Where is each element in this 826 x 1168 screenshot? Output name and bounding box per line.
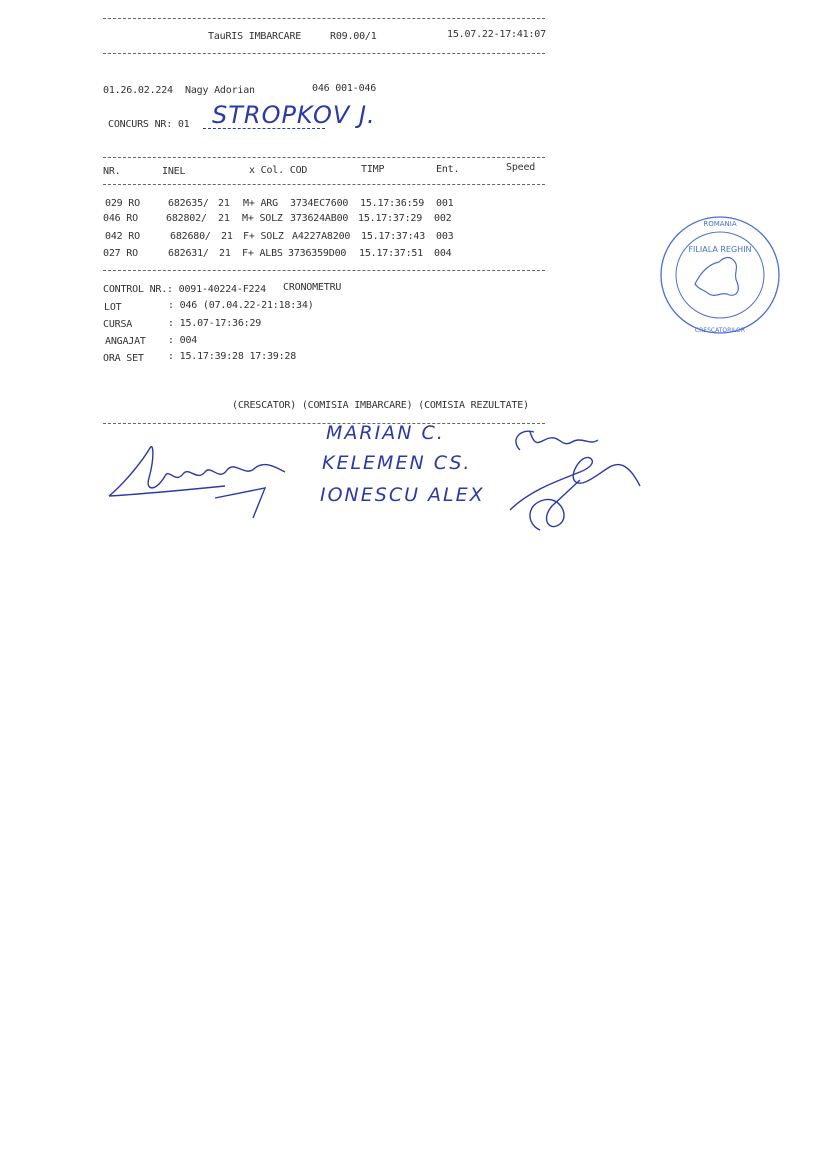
- svg-text:FILIALA REGHIN: FILIALA REGHIN: [688, 245, 752, 254]
- field-label: ANGAJAT: [105, 336, 146, 347]
- col-ent: Ent.: [436, 164, 460, 175]
- table-row: [0, 198, 826, 212]
- cell-timp: 15.17:36:59: [360, 198, 425, 209]
- field-label: LOT: [104, 302, 122, 313]
- signature-roles: (CRESCATOR) (COMISIA IMBARCARE) (COMISIA REZULTATE): [232, 400, 529, 411]
- field-value: : 15.07-17:36:29: [168, 318, 262, 329]
- cell-timp: 15.17:37:51: [359, 248, 424, 259]
- owner-range: 046 001-046: [312, 83, 377, 94]
- svg-text:ROMANIA: ROMANIA: [703, 220, 737, 228]
- cell-ent: 004: [434, 248, 452, 259]
- col-inel: INEL: [162, 166, 186, 177]
- header-rule: [103, 53, 545, 54]
- cell-cod: 3736359D00: [288, 248, 347, 259]
- cell-inel: 682802/: [166, 213, 207, 224]
- commission-name: MARIAN C.: [326, 422, 445, 444]
- handwritten-underline: [203, 128, 325, 129]
- table-bottom-rule: [103, 270, 545, 271]
- printed-timestamp: 15.07.22-17:41:07: [447, 29, 546, 40]
- cell-cod: 3734EC7600: [290, 198, 349, 209]
- control-number: CONTROL NR.: 0091-40224-F224: [103, 284, 266, 295]
- cell-sex-color: F+ SOLZ: [243, 231, 284, 242]
- field-label: CURSA: [103, 319, 133, 330]
- cell-ent: 003: [436, 231, 454, 242]
- system-title: TauRIS IMBARCARE: [208, 31, 302, 42]
- table-top-rule: [103, 157, 545, 158]
- col-nr: NR.: [103, 166, 121, 177]
- owner-code: 01.26.02.224: [103, 85, 173, 96]
- cell-cod: 373624AB00: [290, 213, 349, 224]
- cell-ent: 001: [436, 198, 454, 209]
- col-col-cod: x Col. COD: [249, 165, 308, 176]
- cell-sex-color: M+ ARG: [243, 198, 278, 209]
- cell-inel: 682680/: [170, 231, 211, 242]
- cell-year: 21: [219, 248, 231, 259]
- commission-signature: [500, 420, 650, 535]
- cell-nr: 027 RO: [103, 248, 138, 259]
- svg-text:CRESCATORILOR: CRESCATORILOR: [694, 327, 746, 334]
- commission-name: KELEMEN CS.: [322, 452, 472, 474]
- cell-cod: A4227A8200: [292, 231, 351, 242]
- cell-nr: 046 RO: [103, 213, 138, 224]
- cell-inel: 682635/: [168, 198, 209, 209]
- organization-stamp: [655, 212, 787, 338]
- table-header-rule: [103, 184, 545, 185]
- cell-sex-color: M+ SOLZ: [242, 213, 283, 224]
- cell-nr: 042 RO: [105, 231, 140, 242]
- cell-inel: 682631/: [168, 248, 209, 259]
- field-value: : 004: [168, 335, 198, 346]
- version: R09.00/1: [330, 31, 377, 42]
- col-timp: TIMP: [361, 164, 385, 175]
- cell-nr: 029 RO: [105, 198, 140, 209]
- top-rule: [103, 18, 545, 19]
- cell-year: 21: [218, 198, 230, 209]
- device-type: CRONOMETRU: [283, 282, 342, 293]
- col-speed: Speed: [506, 162, 536, 173]
- breeder-signature: [105, 438, 305, 523]
- cell-year: 21: [221, 231, 233, 242]
- field-label: ORA SET: [103, 353, 144, 364]
- field-value: : 15.17:39:28 17:39:28: [168, 351, 297, 362]
- signature-rule: [103, 423, 545, 424]
- commission-name: IONESCU ALEX: [320, 484, 485, 506]
- cell-year: 21: [218, 213, 230, 224]
- field-value: : 046 (07.04.22-21:18:34): [168, 300, 314, 311]
- cell-sex-color: F+ ALBS: [242, 248, 283, 259]
- concurs-label: CONCURS NR: 01: [108, 119, 190, 130]
- handwritten-owner-name: STROPKOV J.: [212, 101, 376, 129]
- cell-timp: 15.17:37:29: [358, 213, 423, 224]
- cell-ent: 002: [434, 213, 452, 224]
- owner-name: Nagy Adorian: [185, 85, 255, 96]
- cell-timp: 15.17:37:43: [361, 231, 426, 242]
